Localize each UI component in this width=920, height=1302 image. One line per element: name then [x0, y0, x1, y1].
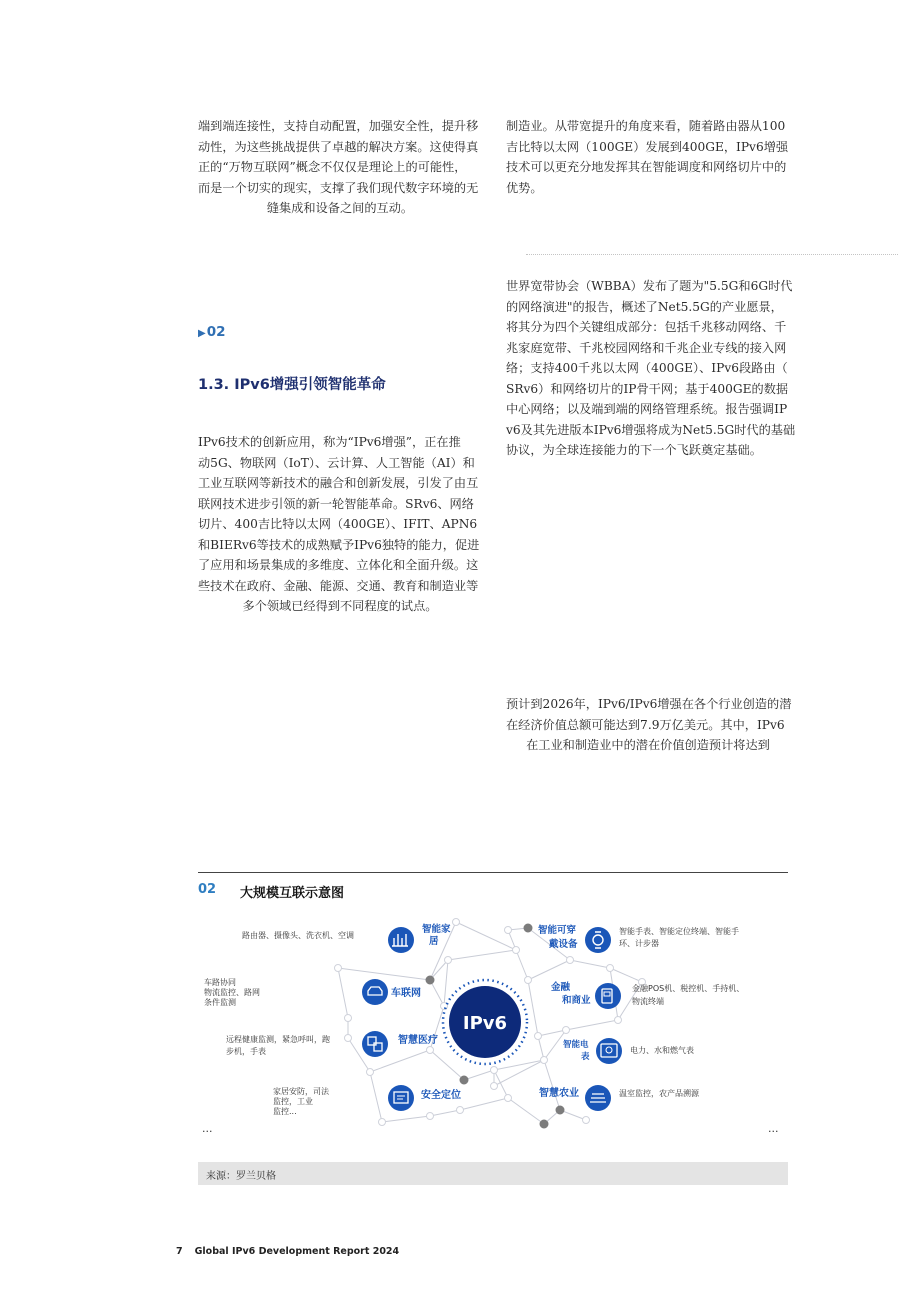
wearable-label-2: 戴设备: [549, 939, 578, 950]
ellipsis-right: ...: [768, 1122, 779, 1135]
network-line: [544, 1060, 560, 1110]
network-node: [491, 1067, 498, 1074]
car-icon: [362, 979, 388, 1005]
text-line: 优势。: [506, 180, 543, 195]
security-desc-1: 家居安防，司法: [273, 1087, 329, 1096]
network-line: [338, 968, 430, 980]
text-line: 中心网络；以及端到端的网络管理系统。报告强调IP: [506, 402, 788, 416]
ipv6-hub: [443, 980, 527, 1064]
category-meter: [563, 1038, 694, 1064]
category-wearable: [538, 924, 739, 953]
figure-number: 02: [198, 882, 217, 897]
network-node: [427, 1047, 434, 1054]
network-node: [427, 1113, 434, 1120]
category-medical: [226, 1031, 438, 1057]
text-line: 世界宽带协会（WBBA）发布了题为"5.5G和6G时代: [506, 279, 793, 293]
network-node: [525, 977, 532, 984]
network-node: [379, 1119, 386, 1126]
wearable-desc-1: 智能手表、智能定位终端、智能手: [619, 927, 739, 936]
text-line: 动5G、物联网（IoT）、云计算、人工智能（AI）和: [198, 455, 475, 470]
footer-title: Global IPv6 Development Report 2024: [194, 1246, 400, 1257]
meter-icon: [596, 1038, 622, 1064]
watch-icon: [585, 927, 611, 953]
figure-top-rule: [198, 872, 788, 873]
network-node: [607, 965, 614, 972]
network-line: [494, 1060, 544, 1086]
left-paragraph-1: [198, 116, 482, 219]
medical-desc-2: 步机，手表: [226, 1047, 266, 1056]
text-line: IPv6技术的创新应用，称为“IPv6增强”，正在推: [198, 435, 461, 449]
finance-desc-1: 金融POS机、税控机、手持机、: [632, 984, 745, 993]
network-node: [541, 1057, 548, 1064]
medical-icon: [362, 1031, 388, 1057]
text-line: 在工业和制造业中的潜在价值创造预计将达到: [526, 738, 770, 752]
network-line: [610, 968, 642, 982]
network-line: [516, 950, 528, 980]
hub-label: IPv6: [462, 1013, 508, 1034]
network-line: [444, 960, 448, 1006]
network-node: [445, 957, 452, 964]
medical-desc-1: 远程健康监测，紧急呼叫，跑: [226, 1035, 330, 1044]
smart-home-label-1: 智能家: [422, 924, 451, 935]
smart-home-icon: [388, 927, 414, 953]
iov-desc-1: 车路协同: [204, 978, 236, 987]
network-line: [338, 968, 348, 1018]
network-node: [567, 957, 574, 964]
figure-title: 大规模互联示意图: [240, 886, 345, 901]
security-desc-3: 监控...: [273, 1107, 297, 1116]
network-node: [524, 924, 532, 932]
network-node: [583, 1117, 590, 1124]
ellipsis-left: ...: [202, 1122, 213, 1135]
smart-home-label-2: 居: [429, 936, 439, 947]
meter-label-1: 智能电: [563, 1040, 589, 1050]
network-line: [528, 980, 538, 1036]
iov-label: 车联网: [391, 988, 421, 999]
network-node: [505, 1095, 512, 1102]
network-node: [335, 965, 342, 972]
text-line: 切片、400吉比特以太网（400GE）、IFIT、APN6: [198, 517, 478, 531]
network-line: [464, 1070, 494, 1080]
text-line: v6及其先进版本IPv6增强将成为Net5.5G时代的基础: [506, 422, 796, 437]
section-title: 1.3. IPv6增强引领智能革命: [198, 377, 386, 393]
wearable-label-1: 智能可穿: [538, 925, 577, 936]
text-line: 了应用和场景集成的多维度、立体化和全面升级。这: [198, 558, 479, 572]
network-node: [345, 1035, 352, 1042]
network-node: [556, 1106, 564, 1114]
right-paragraph-1: [506, 116, 790, 198]
text-line: 在经济价值总额可能达到7.9万亿美元。其中，IPv6: [506, 717, 785, 732]
category-smart-home: [242, 923, 451, 953]
network-line: [508, 1098, 544, 1124]
iov-desc-3: 条件监测: [204, 998, 236, 1007]
text-line: 工业互联网等新技术的融合和创新发展，引发了由互: [198, 476, 479, 490]
network-line: [460, 1098, 508, 1110]
text-line: SRv6）和网络切片的IP骨干网；基于400GE的数据: [506, 381, 789, 396]
source-bar: [198, 1162, 788, 1185]
finance-desc-2: 物流终端: [632, 997, 664, 1006]
category-security: [273, 1085, 461, 1116]
text-line: 技术可以更充分地发挥其在智能调度和网络切片中的: [506, 160, 787, 174]
network-line: [528, 960, 570, 980]
network-line: [370, 1072, 382, 1122]
section-marker: [198, 324, 226, 340]
smart-home-desc: 路由器、摄像头、洗衣机、空调: [242, 931, 354, 940]
network-node: [615, 1017, 622, 1024]
network-node: [457, 1107, 464, 1114]
source-text: 来源：罗兰贝格: [206, 1171, 276, 1182]
finance-label-1: 金融: [551, 982, 571, 993]
finance-label-2: 和商业: [562, 995, 591, 1006]
text-line: 和BIERv6等技术的成熟赋予IPv6独特的能力，促进: [198, 537, 480, 552]
connectivity-diagram: [198, 910, 788, 1140]
section-number: 02: [206, 324, 226, 340]
text-line: 正的“万物互联网”概念不仅仅是理论上的可能性，: [198, 160, 467, 174]
text-line: 些技术在政府、金融、能源、交通、教育和制造业等: [198, 578, 479, 593]
text-line: 联网技术进步引领的新一轮智能革命。SRv6、网络: [198, 496, 474, 511]
security-label: 安全定位: [421, 1090, 461, 1101]
category-iov: [204, 977, 421, 1007]
text-line: 制造业。从带宽提升的角度来看，随着路由器从100: [506, 119, 786, 133]
agri-label: 智慧农业: [539, 1088, 579, 1099]
text-line: 缝集成和设备之间的互动。: [266, 201, 414, 215]
security-desc-2: 监控，工业: [273, 1097, 313, 1106]
agri-desc: 温室监控，农产品溯源: [619, 1089, 699, 1098]
text-line: 的网络演进"的报告，概述了Net5.5G的产业愿景，: [506, 299, 783, 314]
network-node: [460, 1076, 468, 1084]
meter-desc: 电力、水和燃气表: [630, 1046, 694, 1055]
text-line: 预计到2026年，IPv6/IPv6增强在各个行业创造的潜: [506, 697, 792, 711]
text-line: 吉比特以太网（100GE）发展到400GE，IPv6增强: [506, 139, 789, 154]
iov-desc-2: 物流监控、路网: [204, 988, 260, 997]
network-node: [540, 1120, 548, 1128]
page-number: 7: [176, 1246, 183, 1257]
network-node: [426, 976, 434, 984]
network-node: [491, 1083, 498, 1090]
network-line: [566, 1020, 618, 1030]
text-line: 多个领域已经得到不同程度的试点。: [242, 599, 438, 613]
network-line: [448, 950, 516, 960]
right-paragraph-3: [506, 694, 790, 756]
triangle-icon: ▶: [198, 328, 206, 339]
network-node: [505, 927, 512, 934]
right-paragraph-2: [506, 276, 796, 461]
network-line: [430, 1110, 460, 1116]
text-line: 络；支持400千兆以太网（400GE）、IPv6段路由（: [506, 361, 788, 375]
text-line: 而是一个切实的现实，支撑了我们现代数字环境的无: [198, 180, 479, 195]
meter-label-2: 表: [581, 1052, 590, 1062]
network-node: [367, 1069, 374, 1076]
network-node: [563, 1027, 570, 1034]
wearable-desc-2: 环、计步器: [619, 939, 659, 948]
network-node: [535, 1033, 542, 1040]
network-line: [382, 1116, 430, 1122]
text-line: 协议，为全球连接能力的下一个飞跃奠定基础。: [506, 443, 762, 457]
network-node: [453, 919, 460, 926]
network-node: [345, 1015, 352, 1022]
security-icon: [388, 1085, 414, 1111]
medical-label: 智慧医疗: [398, 1035, 438, 1046]
text-line: 兆家庭宽带、千兆校园网络和千兆企业专线的接入网: [506, 340, 787, 355]
network-line: [570, 960, 610, 968]
text-line: 将其分为四个关键组成部分：包括千兆移动网络、千: [506, 320, 787, 334]
page-footer: [176, 1246, 399, 1257]
network-line: [494, 1060, 544, 1070]
network-line: [430, 1050, 464, 1080]
category-finance: [551, 981, 744, 1009]
left-paragraph-2: [198, 432, 482, 617]
dotted-divider: [526, 254, 898, 255]
text-line: 动性，为这些挑战提供了卓越的解决方案。这使得真: [198, 139, 479, 154]
text-line: 端到端连接性，支持自动配置，加强安全性，提升移: [198, 119, 479, 133]
network-node: [513, 947, 520, 954]
